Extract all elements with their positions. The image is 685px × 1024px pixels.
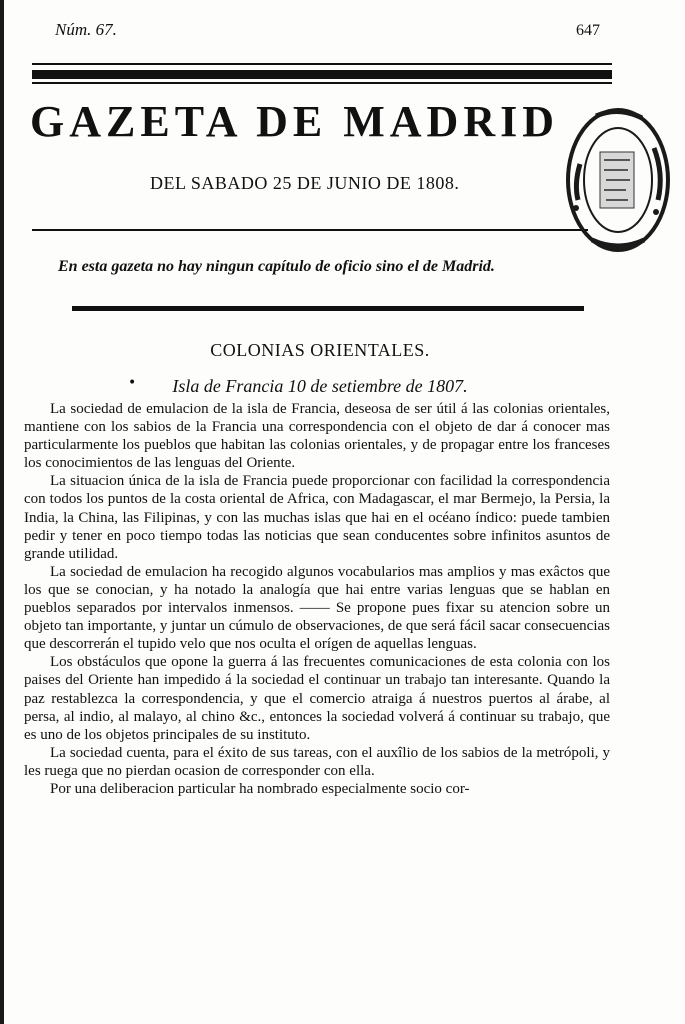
article-body [24,400,610,798]
article-paragraph: La situacion única de la isla de Francia puede proporcionar con facilidad la correspondencia con todos los puntos de la costa oriental de Africa, con Madagascar, el mar Bermejo, la Persia, la India, la China, las Filipinas, y con las muchas islas que hai en el océano índico: puede tambien pedir y tener en poco tiempo todas las noticias que sean conducentes sobre infinitos asuntos de grande utilidad. [24,473,610,562]
section-title: COLONIAS ORIENTALES. [210,340,430,360]
bullet-mark: • [128,375,137,391]
article-paragraph: Por una deliberacion particular ha nombrado especialmente socio cor- [50,780,470,797]
top-rule-thin [32,63,612,65]
article-paragraph: La sociedad cuenta, para el éxito de sus tareas, con el auxîlio de los sabios de la metrópoli, y les ruega que no pierdan ocasion de corresponder con ella. [24,744,610,779]
issue-number: Núm. 67. [55,20,117,39]
article-paragraph: La sociedad de emulacion de la isla de Francia, deseosa de ser útil á las colonias orientales, mantiene con los sabios de la Francia una correspondencia con el objeto de dar á conocer mas particularmente los pueblos que habitan las colonias orientales, y de propagar entre los franceses los conocimientos de las lenguas del Oriente. [24,401,610,472]
library-stamp [562,104,672,254]
page-number: 647 [576,22,600,39]
masthead-date: DEL SABADO 25 DE JUNIO DE 1808. [150,173,460,193]
page-edge-shadow [0,0,4,1024]
top-rule-thick [32,70,612,79]
article-dateline: Isla de Francia 10 de setiembre de 1807. [172,376,468,396]
notice-rule [72,306,584,311]
masthead-title: GAZETA DE MADRID [30,97,560,146]
top-rule-thin-lower [32,82,612,84]
article-paragraph: La sociedad de emulacion ha recogido algunos vocabularios mas amplios y mas exâctos que los que se conocian, y ha notado la analogía que hai entre varias lenguas que se hablan en pueblos separados por intervalos inmensos. —— Se propone pues fixar su atencion sobre un objeto tan importante, y juntar un cúmulo de observaciones, de que será fácil sacar consecuencias que descorrerán el tupido velo que nos oculta el orígen de aquellas lenguas. [24,563,610,653]
date-rule [32,229,588,231]
edition-notice: En esta gazeta no hay ningun capítulo de oficio sino el de Madrid. [58,258,495,275]
article-paragraph: Los obstáculos que opone la guerra á las frecuentes comunicaciones de esta colonia con los paises del Oriente han impedido á la sociedad el continuar un trabajo tan interesante. Quando la paz restablezca la correspondencia, y que el comercio atraiga á nuestros puertos al árabe, al persa, al indio, al malayo, al chino &c., entonces la sociedad volverá á continuar su trabajo, que es uno de los objetos principales de su instituto. [24,654,610,743]
